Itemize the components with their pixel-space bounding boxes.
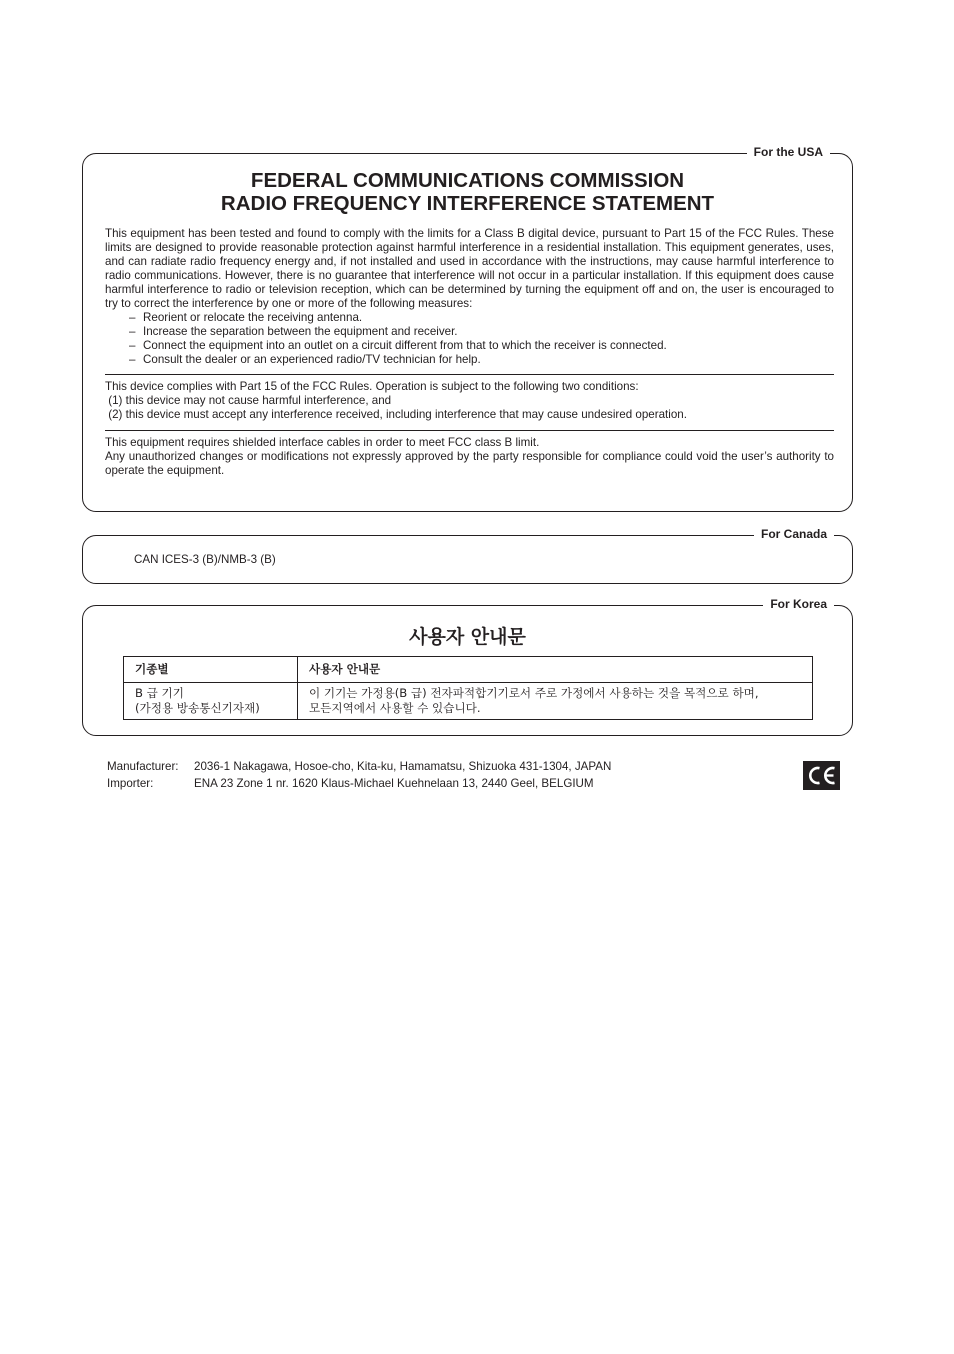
divider — [105, 430, 834, 431]
korea-title: 사용자 안내문 — [409, 626, 526, 648]
for-korea-label: For Korea — [763, 597, 834, 611]
korea-table — [123, 656, 813, 720]
list-item-text: Reorient or relocate the receiving antenna. — [143, 311, 363, 324]
list-item-text: Increase the separation between the equipment and receiver. — [143, 325, 458, 338]
for-usa-label: For the USA — [747, 145, 830, 159]
table-cell-line: B 급 기기 — [135, 686, 184, 700]
fcc-title — [83, 169, 852, 215]
fcc-paragraph-2-line3: (2) this device must accept any interference received, including interference that may cause undesired operation. — [105, 408, 687, 421]
fcc-paragraph-3-line2: Any unauthorized changes or modifications not expressly approved by the party responsible for compliance could void the user’s authority to operate the equipment. — [105, 450, 834, 477]
importer-line — [107, 775, 594, 792]
fcc-title-line1: FEDERAL COMMUNICATIONS COMMISSION — [250, 169, 685, 192]
importer-label: Importer: — [107, 777, 154, 790]
fcc-paragraph-1 — [105, 227, 834, 367]
fcc-title-line2: RADIO FREQUENCY INTERFERENCE STATEMENT — [220, 192, 715, 215]
dash-mark: – — [129, 311, 136, 324]
canada-box — [82, 527, 853, 584]
fcc-paragraph-2 — [105, 380, 834, 422]
importer-address: ENA 23 Zone 1 nr. 1620 Klaus-Michael Kuehnelaan 13, 2440 Geel, BELGIUM — [194, 777, 594, 790]
fcc-paragraph-3-line1: This equipment requires shielded interface cables in order to meet FCC class B limit. — [105, 436, 540, 449]
canada-ices-code: CAN ICES-3 (B)/NMB-3 (B) — [134, 553, 276, 566]
ce-mark-icon — [803, 761, 840, 790]
list-item-text: Connect the equipment into an outlet on a circuit different from that to which the receiver is connected. — [143, 339, 667, 352]
table-cell — [124, 683, 298, 720]
dash-mark: – — [129, 339, 136, 352]
fcc-paragraph-3 — [105, 436, 834, 478]
table-cell-line: 이 기기는 가정용(B 급) 전자파적합기기로서 주로 가정에서 사용하는 것을 목적으로 하며, — [309, 686, 759, 700]
list-item-text: Consult the dealer or an experienced radio/TV technician for help. — [143, 353, 481, 366]
for-canada-label: For Canada — [754, 527, 834, 541]
fcc-paragraph-2-line1: This device complies with Part 15 of the FCC Rules. Operation is subject to the following two conditions: — [105, 380, 639, 393]
fcc-measures-list — [105, 311, 834, 367]
dash-mark: – — [129, 325, 136, 338]
korea-box — [82, 597, 853, 736]
list-item — [105, 311, 834, 325]
table-header-row — [124, 657, 813, 683]
divider — [105, 374, 834, 375]
fcc-paragraph-1-text: This equipment has been tested and found to comply with the limits for a Class B digital device, pursuant to Part 15 of the FCC Rules. These limits are designed to provide reasonable protection against harmful interference in a residential installation. This equipment generates, uses, and can radiate radio frequency energy and, if not installed and used in accordance with the instructions, may cause harmful interference to radio communications. However, there is no guarantee that interference will not occur in a particular installation. If this equipment does cause harmful interference to radio or television reception, which can be determined by turning the equipment off and on, the user is encouraged to try to correct the interference by one or more of the following measures: — [105, 227, 834, 310]
table-cell-line: 모든지역에서 사용할 수 있습니다. — [309, 701, 481, 715]
fcc-paragraph-2-line2: (1) this device may not cause harmful interference, and — [105, 394, 392, 407]
manufacturer-line — [107, 758, 611, 775]
table-header-cell: 기종별 — [124, 657, 298, 683]
list-item — [105, 325, 834, 339]
list-item — [105, 339, 834, 353]
fcc-statement-box — [82, 145, 853, 512]
manufacturer-label: Manufacturer: — [107, 760, 179, 773]
list-item — [105, 353, 834, 367]
table-header-cell: 사용자 안내문 — [298, 657, 813, 683]
table-cell — [298, 683, 813, 720]
table-cell-line: (가정용 방송통신기자재) — [135, 701, 260, 715]
dash-mark: – — [129, 353, 136, 366]
table-row — [124, 683, 813, 720]
manufacturer-address: 2036-1 Nakagawa, Hosoe-cho, Kita-ku, Hamamatsu, Shizuoka 431-1304, JAPAN — [194, 760, 612, 773]
